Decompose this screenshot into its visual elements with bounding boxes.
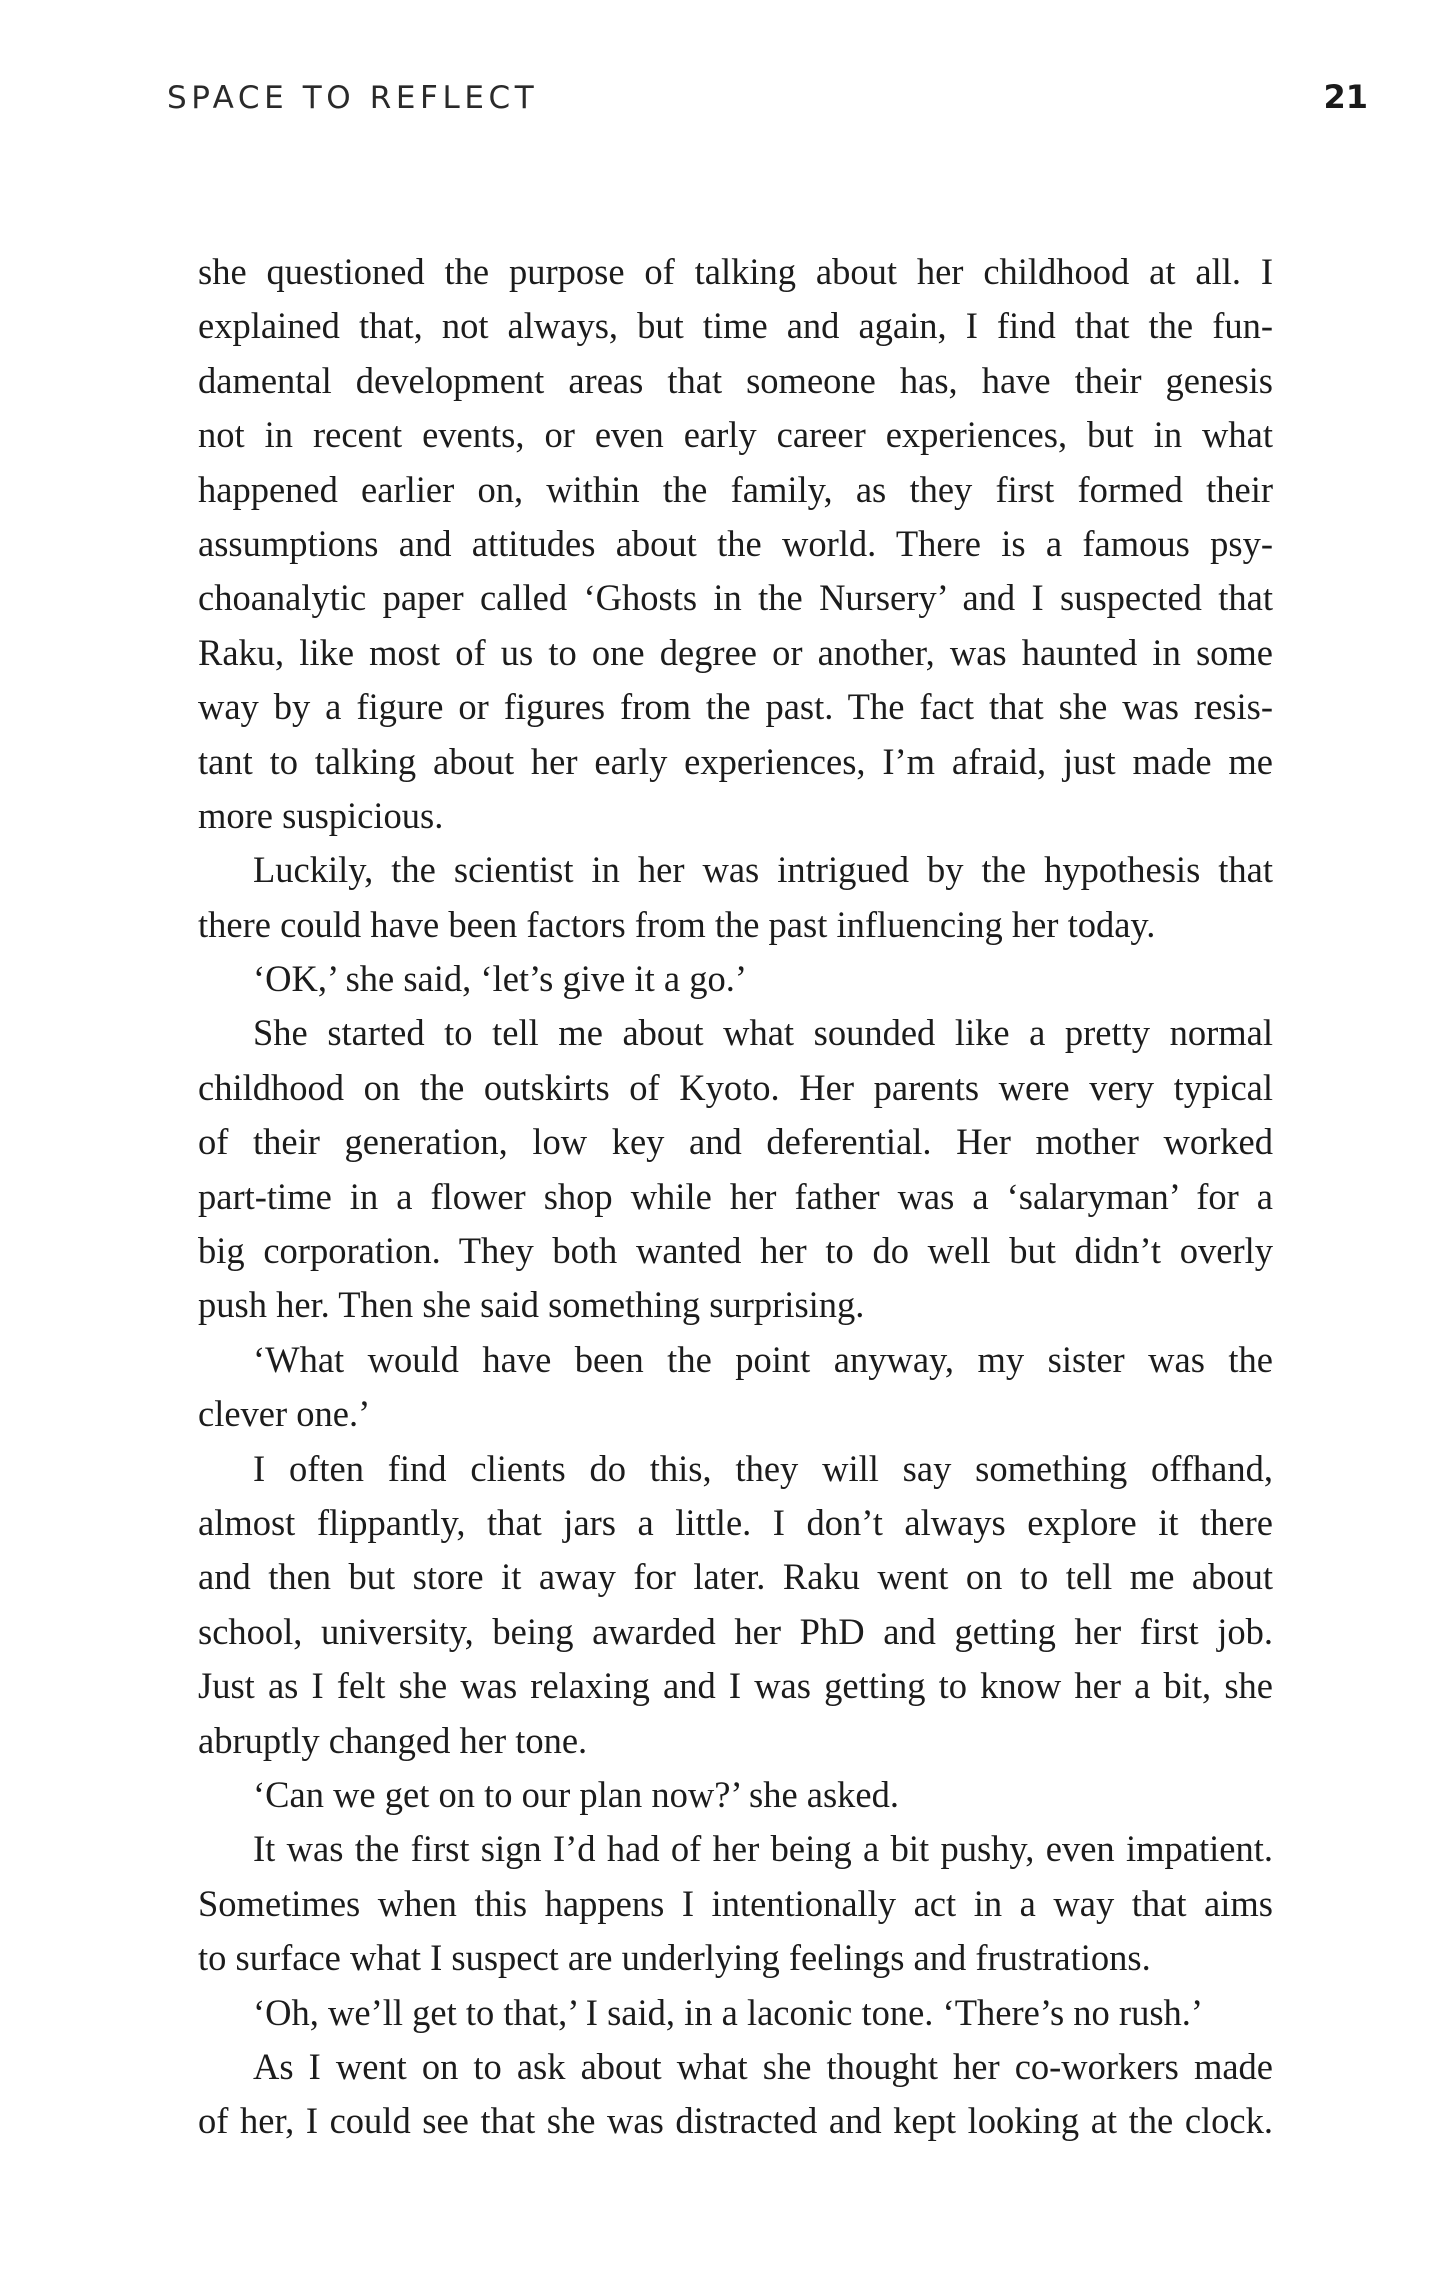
- text-line: She started to tell me about what sounded like a pretty normal: [253, 1012, 1273, 1054]
- text-line: big corporation. They both wanted her to do well but didn’t overly: [198, 1230, 1273, 1272]
- text-line: almost flippantly, that jars a little. I don’t always explore it there: [198, 1501, 1273, 1543]
- running-head: SPACE TO REFLECT: [167, 80, 539, 116]
- text-line: more suspicious.: [198, 794, 444, 836]
- text-line: Just as I felt she was relaxing and I was getting to know her a bit, she: [198, 1665, 1273, 1707]
- text-line: damental development areas that someone has, have their genesis: [198, 359, 1273, 401]
- text-line: to surface what I suspect are underlying feelings and frustrations.: [198, 1937, 1151, 1979]
- text-line: It was the first sign I’d had of her being a bit pushy, even impatient.: [253, 1828, 1273, 1870]
- text-line: childhood on the outskirts of Kyoto. Her parents were very typical: [198, 1066, 1273, 1108]
- text-line: way by a figure or figures from the past. The fact that she was resis-: [198, 686, 1273, 728]
- page-number: 21: [1323, 78, 1368, 116]
- body-text: [198, 245, 1273, 2149]
- text-line: of her, I could see that she was distracted and kept looking at the clock.: [198, 2100, 1273, 2142]
- text-line: tant to talking about her early experiences, I’m afraid, just made me: [198, 740, 1273, 782]
- text-line: Luckily, the scientist in her was intrigued by the hypothesis that: [253, 849, 1273, 891]
- text-line: ‘OK,’ she said, ‘let’s give it a go.’: [253, 958, 747, 1000]
- text-line: Raku, like most of us to one degree or another, was haunted in some: [198, 631, 1273, 673]
- text-line: As I went on to ask about what she thought her co-workers made: [253, 2045, 1273, 2087]
- text-line: there could have been factors from the past influencing her today.: [198, 903, 1156, 945]
- text-line: of their generation, low key and deferential. Her mother worked: [198, 1121, 1273, 1163]
- text-line: and then but store it away for later. Raku went on to tell me about: [198, 1556, 1273, 1598]
- text-line: happened earlier on, within the family, as they first formed their: [198, 468, 1273, 510]
- text-line: ‘What would have been the point anyway, my sister was the: [253, 1338, 1273, 1380]
- text-line: part-time in a flower shop while her father was a ‘salaryman’ for a: [198, 1175, 1273, 1217]
- text-line: Sometimes when this happens I intentionally act in a way that aims: [198, 1882, 1273, 1924]
- text-line: assumptions and attitudes about the world. There is a famous psy-: [198, 522, 1273, 564]
- text-line: clever one.’: [198, 1393, 371, 1435]
- text-line: ‘Can we get on to our plan now?’ she asked.: [253, 1773, 900, 1815]
- text-line: push her. Then she said something surprising.: [198, 1284, 865, 1326]
- text-line: she questioned the purpose of talking about her childhood at all. I: [198, 251, 1273, 292]
- text-line: ‘Oh, we’ll get to that,’ I said, in a laconic tone. ‘There’s no rush.’: [253, 1991, 1204, 2033]
- text-line: abruptly changed her tone.: [198, 1719, 588, 1761]
- text-line: choanalytic paper called ‘Ghosts in the Nursery’ and I suspected that: [198, 577, 1273, 619]
- text-line: not in recent events, or even early career experiences, but in what: [198, 414, 1273, 456]
- text-line: I often find clients do this, they will say something offhand,: [253, 1447, 1273, 1489]
- text-line: explained that, not always, but time and again, I find that the fun-: [198, 305, 1273, 347]
- text-line: school, university, being awarded her PhD and getting her first job.: [198, 1610, 1273, 1652]
